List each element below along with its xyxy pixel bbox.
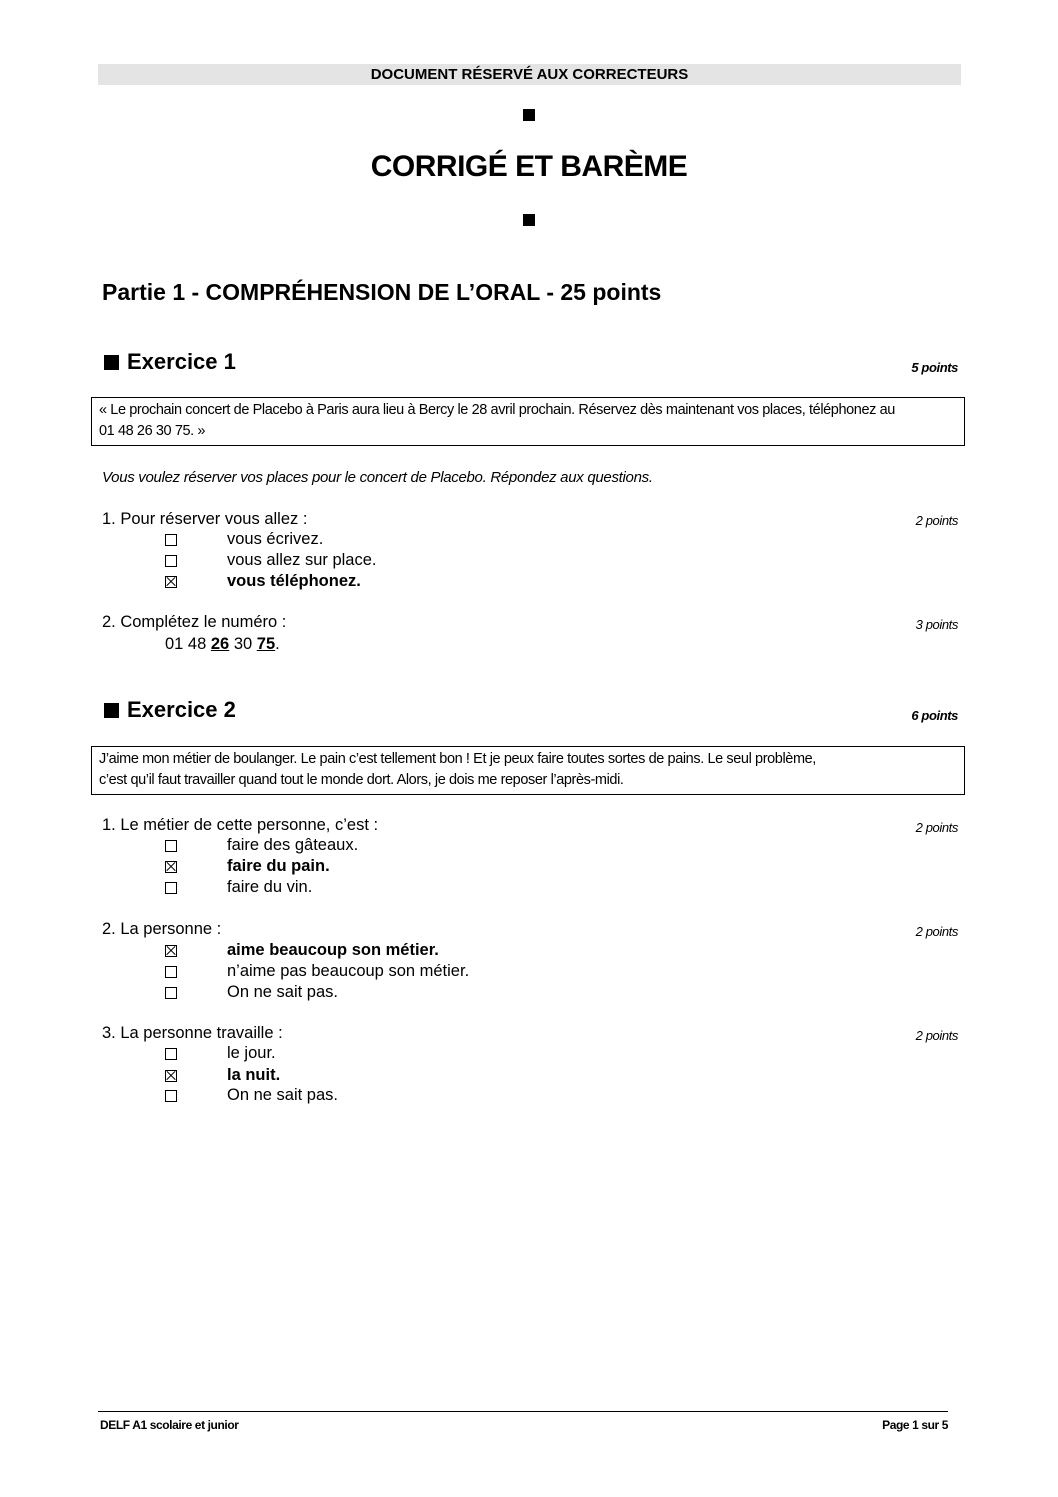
phone-answer-part: 26 <box>210 635 230 653</box>
question-points: 3 points <box>915 617 958 632</box>
transcript-line: c’est qu’il faut travailler quand tout le monde dort. Alors, je dois me reposer l’après-midi. <box>99 772 624 788</box>
option-label: On ne sait pas. <box>227 983 338 1001</box>
option-label: n’aime pas beaucoup son métier. <box>227 962 470 980</box>
question-points: 2 points <box>915 820 958 835</box>
exercise-1-transcript <box>91 397 965 446</box>
answer-option <box>165 1044 276 1063</box>
question-points: 2 points <box>915 1028 958 1043</box>
bullet-square-icon <box>104 703 119 718</box>
answer-option <box>165 836 358 855</box>
footer-exam-name: DELF A1 scolaire et junior <box>100 1418 239 1432</box>
option-label: le jour. <box>227 1044 276 1062</box>
option-label: vous allez sur place. <box>227 551 377 569</box>
answer-option <box>165 878 312 897</box>
checkbox-icon <box>165 966 177 978</box>
exercise-1-title: Exercice 1 <box>127 349 236 374</box>
footer-page-number: Page 1 sur 5 <box>882 1418 948 1432</box>
answer-option-correct <box>165 572 361 591</box>
answer-option <box>165 962 469 981</box>
option-label: On ne sait pas. <box>227 1086 338 1104</box>
phone-answer-part: 75 <box>256 635 276 653</box>
option-label: aime beaucoup son métier. <box>227 941 439 959</box>
option-label: vous écrivez. <box>227 530 324 548</box>
answer-option <box>165 983 338 1002</box>
footer-divider <box>98 1411 948 1412</box>
phone-part: 30 <box>229 635 257 653</box>
answer-option-correct <box>165 941 439 960</box>
option-label: la nuit. <box>227 1066 281 1084</box>
exercise-1-heading <box>104 349 236 375</box>
decorative-square-top <box>523 109 535 121</box>
exercise-2-heading <box>104 697 236 723</box>
question-points: 2 points <box>915 924 958 939</box>
exercise-1-points: 5 points <box>911 360 958 375</box>
exercise-2-transcript <box>91 746 965 795</box>
decorative-square-bottom <box>523 214 535 226</box>
option-label: faire du pain. <box>227 857 330 875</box>
answer-option-correct <box>165 857 330 876</box>
exercise-1-instruction: Vous voulez réserver vos places pour le concert de Placebo. Répondez aux questions. <box>102 469 653 486</box>
question-points: 2 points <box>915 513 958 528</box>
checkbox-icon <box>165 882 177 894</box>
phone-part: . <box>275 635 280 653</box>
reserved-banner: DOCUMENT RÉSERVÉ AUX CORRECTEURS <box>98 64 961 85</box>
checkbox-icon <box>165 987 177 999</box>
exercise-2-title: Exercice 2 <box>127 697 236 722</box>
section-title: Partie 1 - COMPRÉHENSION DE L’ORAL - 25 points <box>102 279 662 305</box>
option-label: vous téléphonez. <box>227 572 361 590</box>
checkbox-icon <box>165 1090 177 1102</box>
page-title: CORRIGÉ ET BARÈME <box>370 150 688 183</box>
transcript-line: « Le prochain concert de Placebo à Paris aura lieu à Bercy le 28 avril prochain. Réservez dès maintenant vos places, téléphonez au <box>99 402 895 418</box>
transcript-line: J’aime mon métier de boulanger. Le pain c’est tellement bon ! Et je peux faire toutes sortes de pains. Le seul problème, <box>99 751 816 767</box>
checkbox-icon <box>165 1048 177 1060</box>
checked-checkbox-icon <box>165 576 177 588</box>
option-label: faire du vin. <box>227 878 313 896</box>
question-label: 1. Pour réserver vous allez : <box>102 510 308 528</box>
checked-checkbox-icon <box>165 1070 177 1082</box>
question-label: 2. Complétez le numéro : <box>102 613 287 631</box>
question-label: 3. La personne travaille : <box>102 1024 283 1042</box>
answer-option <box>165 1086 338 1105</box>
transcript-line: 01 48 26 30 75. » <box>99 423 206 439</box>
answer-option <box>165 530 323 549</box>
bullet-square-icon <box>104 355 119 370</box>
question-label: 2. La personne : <box>102 920 222 938</box>
phone-part: 01 48 <box>165 635 211 653</box>
checkbox-icon <box>165 555 177 567</box>
answer-option <box>165 551 377 570</box>
answer-option-correct <box>165 1066 280 1085</box>
checked-checkbox-icon <box>165 945 177 957</box>
checkbox-icon <box>165 840 177 852</box>
checked-checkbox-icon <box>165 861 177 873</box>
phone-number-answer <box>165 635 280 654</box>
question-label: 1. Le métier de cette personne, c’est : <box>102 816 379 834</box>
exercise-2-points: 6 points <box>911 708 958 723</box>
option-label: faire des gâteaux. <box>227 836 359 854</box>
checkbox-icon <box>165 534 177 546</box>
